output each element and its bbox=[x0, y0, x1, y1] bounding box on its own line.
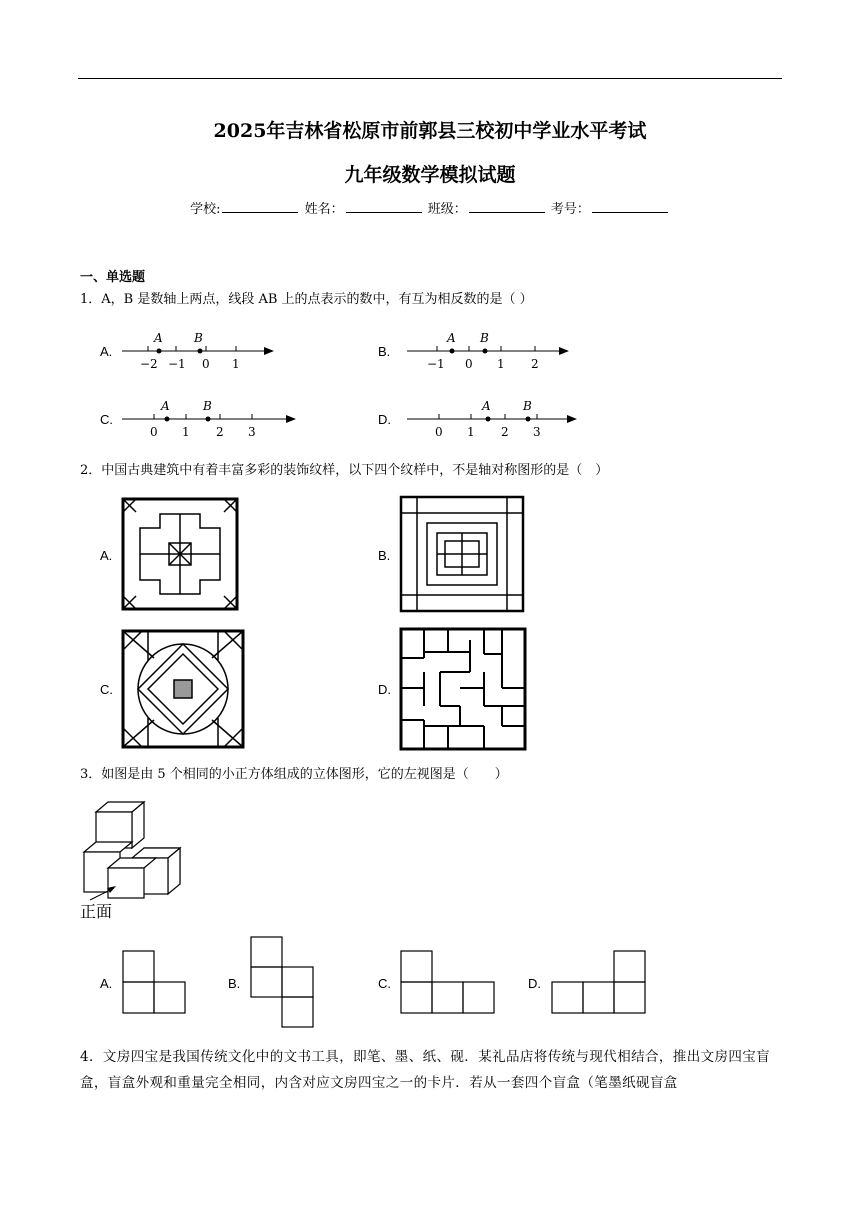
number-label: 考号： bbox=[550, 202, 590, 217]
q3-option-d-view bbox=[551, 950, 647, 1014]
q1-option-c-letter[interactable]: C. bbox=[100, 412, 113, 427]
q1b-tick-1: 0 bbox=[465, 357, 473, 371]
q1c-tick-2: 2 bbox=[216, 425, 224, 439]
q3-option-b-view bbox=[250, 936, 316, 1030]
q3-option-c-view bbox=[400, 950, 496, 1014]
q2-option-b-pattern bbox=[400, 496, 524, 612]
q1c-tick-3: 3 bbox=[248, 425, 256, 439]
q1c-label-b: B bbox=[203, 399, 212, 413]
header-rule bbox=[78, 78, 782, 79]
q1-option-b-letter[interactable]: B. bbox=[378, 344, 391, 359]
q1a-label-a: A bbox=[154, 331, 163, 345]
name-blank[interactable] bbox=[346, 200, 422, 213]
exam-subtitle: 九年级数学模拟试题 bbox=[344, 164, 516, 186]
number-blank[interactable] bbox=[592, 200, 668, 213]
q2-option-b-letter[interactable]: B. bbox=[378, 548, 391, 563]
school-label: 学校: bbox=[190, 202, 221, 217]
q1c-label-a: A bbox=[161, 399, 170, 413]
q1d-tick-2: 2 bbox=[501, 425, 509, 439]
q1-option-c-number-line bbox=[120, 398, 305, 443]
q1b-label-b: B bbox=[480, 331, 489, 345]
q2-option-a-pattern bbox=[122, 498, 238, 610]
q1a-tick-3: 1 bbox=[232, 357, 240, 371]
q1d-tick-0: 0 bbox=[435, 425, 443, 439]
q1-option-d-number-line bbox=[405, 398, 585, 443]
q3-solid-figure bbox=[76, 796, 186, 900]
student-info-fields bbox=[0, 198, 860, 217]
q3-option-a-view bbox=[122, 950, 188, 1014]
class-label: 班级： bbox=[427, 202, 467, 217]
q3-option-c-letter[interactable]: C. bbox=[378, 976, 391, 991]
q2-option-a-letter[interactable]: A. bbox=[100, 548, 113, 563]
q1b-tick-3: 2 bbox=[531, 357, 539, 371]
school-blank[interactable] bbox=[222, 200, 298, 213]
exam-title: 2025年吉林省松原市前郭县三校初中学业水平考试 bbox=[213, 120, 647, 142]
q1c-tick-0: 0 bbox=[150, 425, 158, 439]
q3-option-a-letter[interactable]: A. bbox=[100, 976, 113, 991]
q1d-label-b: B bbox=[523, 399, 532, 413]
q1a-tick-2: 0 bbox=[202, 357, 210, 371]
q1d-tick-3: 3 bbox=[533, 425, 541, 439]
q1b-tick-2: 1 bbox=[497, 357, 505, 371]
q3-front-label: 正面 bbox=[80, 902, 113, 921]
name-label: 姓名： bbox=[304, 202, 344, 217]
q1-option-b-number-line bbox=[405, 330, 575, 375]
q1a-label-b: B bbox=[194, 331, 203, 345]
q1d-tick-1: 1 bbox=[467, 425, 475, 439]
q2-option-c-pattern bbox=[122, 630, 244, 748]
question-4-text: 4．文房四宝是我国传统文化中的文书工具，即笔、墨、纸、砚．某礼品店将传统与现代相结合，推出文房四宝盲盒，盲盒外观和重量完全相同，内含对应文房四宝之一的卡片．若从一套四个盲盒（笔墨纸砚盲盒 bbox=[80, 1049, 771, 1091]
q2-option-d-pattern bbox=[400, 628, 526, 750]
q2-option-c-letter[interactable]: C. bbox=[100, 682, 113, 697]
q1-option-d-letter[interactable]: D. bbox=[378, 412, 391, 427]
question-1-text: 1．A，B 是数轴上两点，线段 AB 上的点表示的数中，有互为相反数的是（ ） bbox=[80, 292, 533, 307]
q1a-tick-0: −2 bbox=[140, 357, 158, 371]
q1-option-a-letter[interactable]: A. bbox=[100, 344, 113, 359]
q3-option-d-letter[interactable]: D. bbox=[528, 976, 541, 991]
q1d-label-a: A bbox=[482, 399, 491, 413]
q1-option-a-number-line bbox=[120, 330, 280, 375]
q1c-tick-1: 1 bbox=[182, 425, 190, 439]
q1b-label-a: A bbox=[447, 331, 456, 345]
q1b-tick-0: −1 bbox=[427, 357, 445, 371]
question-3-text: 3．如图是由 5 个相同的小正方体组成的立体图形，它的左视图是（ ） bbox=[80, 767, 508, 782]
q3-option-b-letter[interactable]: B. bbox=[228, 976, 241, 991]
class-blank[interactable] bbox=[469, 200, 545, 213]
question-2-text: 2．中国古典建筑中有着丰富多彩的装饰纹样，以下四个纹样中，不是轴对称图形的是（ ） bbox=[80, 463, 609, 478]
q1a-tick-1: −1 bbox=[168, 357, 186, 371]
section-heading: 一、单选题 bbox=[80, 270, 146, 285]
q2-option-d-letter[interactable]: D. bbox=[378, 682, 391, 697]
